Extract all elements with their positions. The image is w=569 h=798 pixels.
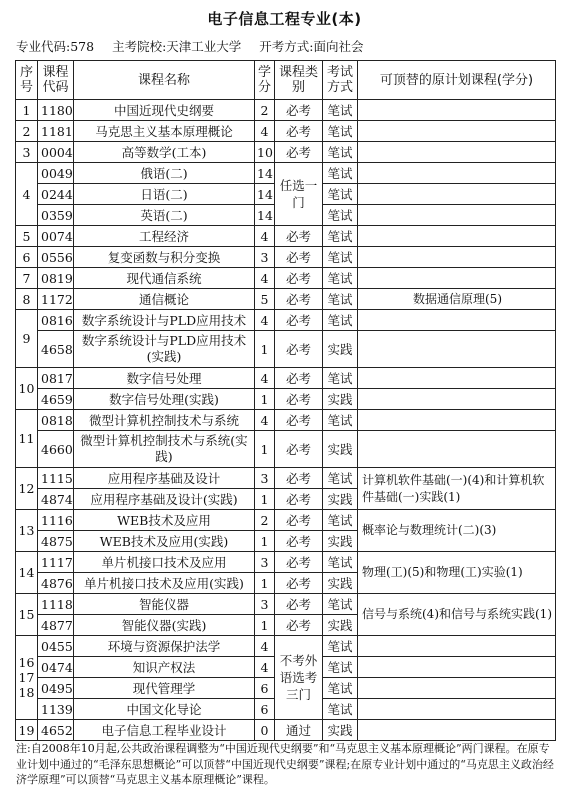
cell-exam: 笔试 [323, 594, 358, 615]
cell-credit: 3 [255, 594, 275, 615]
cell-credit: 4 [255, 636, 275, 657]
cell-no: 14 [16, 552, 38, 594]
header-equiv: 可顶替的原计划课程(学分) [358, 61, 556, 100]
cell-credit: 5 [255, 289, 275, 310]
cell-code: 1115 [38, 468, 74, 489]
cell-type: 必考 [275, 531, 323, 552]
cell-code: 4652 [38, 720, 74, 741]
footnote: 注:自2008年10月起,公共政治课程调整为“中国近现代史纲要”和“马克思主义基本原理概论”两门课程。在原专业计划中通过的“毛泽东思想概论”可以顶替“中国近现代史纲要”课程;在原专业计划中通过的“马克思主义政治经济学原理”可以顶替“马克思主义基本原理概论”课程。 [16, 742, 554, 786]
cell-code: 4658 [38, 331, 74, 368]
cell-exam: 笔试 [323, 657, 358, 678]
header-credit: 学分 [255, 61, 275, 100]
cell-name: 英语(二) [74, 205, 255, 226]
cell-type: 不考外语选考三门 [275, 636, 323, 720]
cell-credit: 1 [255, 431, 275, 468]
cell-name: 中国文化导论 [74, 699, 255, 720]
cell-credit: 4 [255, 121, 275, 142]
cell-no: 11 [16, 410, 38, 468]
cell-exam: 笔试 [323, 205, 358, 226]
table-row [16, 720, 556, 741]
header-code: 课程代码 [38, 61, 74, 100]
cell-code: 1118 [38, 594, 74, 615]
header-name: 课程名称 [74, 61, 255, 100]
cell-type: 必考 [275, 226, 323, 247]
cell-equiv [358, 331, 556, 368]
cell-name: 中国近现代史纲要 [74, 100, 255, 121]
cell-exam: 笔试 [323, 247, 358, 268]
cell-name: WEB技术及应用 [74, 510, 255, 531]
table-row [16, 163, 556, 184]
cell-exam: 笔试 [323, 410, 358, 431]
header-no: 序号 [16, 61, 38, 100]
cell-equiv [358, 720, 556, 741]
cell-code: 1116 [38, 510, 74, 531]
cell-credit: 3 [255, 552, 275, 573]
cell-equiv: 概率论与数理统计(二)(3) [358, 510, 556, 552]
cell-code: 0556 [38, 247, 74, 268]
cell-credit: 3 [255, 468, 275, 489]
cell-code: 4877 [38, 615, 74, 636]
cell-no: 16 17 18 [16, 636, 38, 720]
cell-equiv [358, 657, 556, 678]
cell-name: 单片机接口技术及应用 [74, 552, 255, 573]
cell-exam: 笔试 [323, 289, 358, 310]
cell-exam: 笔试 [323, 368, 358, 389]
cell-code: 0359 [38, 205, 74, 226]
cell-name: 高等数学(工本) [74, 142, 255, 163]
cell-no: 2 [16, 121, 38, 142]
cell-code: 4659 [38, 389, 74, 410]
cell-type: 必考 [275, 510, 323, 531]
cell-exam: 笔试 [323, 121, 358, 142]
cell-exam: 笔试 [323, 184, 358, 205]
cell-equiv [358, 678, 556, 699]
table-row [16, 636, 556, 657]
cell-name: 微型计算机控制技术与系统 [74, 410, 255, 431]
cell-no: 15 [16, 594, 38, 636]
cell-exam: 笔试 [323, 142, 358, 163]
cell-name: 数字系统设计与PLD应用技术 [74, 310, 255, 331]
cell-exam: 笔试 [323, 699, 358, 720]
cell-equiv [358, 184, 556, 205]
program-code: 专业代码:578 [16, 39, 95, 54]
cell-type: 必考 [275, 289, 323, 310]
cell-name: 智能仪器(实践) [74, 615, 255, 636]
cell-credit: 4 [255, 268, 275, 289]
cell-name: 数字信号处理 [74, 368, 255, 389]
cell-credit: 2 [255, 100, 275, 121]
cell-type: 通过 [275, 720, 323, 741]
cell-name: 工程经济 [74, 226, 255, 247]
cell-exam: 实践 [323, 531, 358, 552]
cell-equiv: 计算机软件基础(一)(4)和计算机软件基础(一)实践(1) [358, 468, 556, 510]
cell-exam: 笔试 [323, 163, 358, 184]
cell-no: 7 [16, 268, 38, 289]
cell-equiv [358, 410, 556, 431]
table-row [16, 552, 556, 573]
cell-no: 4 [16, 163, 38, 226]
cell-equiv [358, 247, 556, 268]
table-row [16, 431, 556, 468]
cell-credit: 10 [255, 142, 275, 163]
cell-credit: 1 [255, 489, 275, 510]
table-row [16, 100, 556, 121]
cell-exam: 笔试 [323, 510, 358, 531]
cell-no: 13 [16, 510, 38, 552]
cell-exam: 实践 [323, 615, 358, 636]
cell-type: 必考 [275, 431, 323, 468]
cell-equiv [358, 310, 556, 331]
table-header-row [16, 61, 556, 100]
cell-code: 1181 [38, 121, 74, 142]
cell-credit: 1 [255, 573, 275, 594]
cell-name: 应用程序基础及设计(实践) [74, 489, 255, 510]
cell-exam: 实践 [323, 573, 358, 594]
cell-name: 日语(二) [74, 184, 255, 205]
cell-code: 1139 [38, 699, 74, 720]
cell-code: 0816 [38, 310, 74, 331]
cell-name: WEB技术及应用(实践) [74, 531, 255, 552]
cell-no: 3 [16, 142, 38, 163]
cell-equiv [358, 368, 556, 389]
cell-no: 10 [16, 368, 38, 410]
cell-equiv [358, 431, 556, 468]
table-row [16, 289, 556, 310]
cell-name: 微型计算机控制技术与系统(实践) [74, 431, 255, 468]
table-row [16, 510, 556, 531]
table-row [16, 594, 556, 615]
cell-code: 1117 [38, 552, 74, 573]
cell-type: 必考 [275, 310, 323, 331]
cell-no: 19 [16, 720, 38, 741]
cell-credit: 4 [255, 657, 275, 678]
table-row [16, 142, 556, 163]
cell-equiv [358, 699, 556, 720]
cell-exam: 实践 [323, 389, 358, 410]
cell-name: 现代通信系统 [74, 268, 255, 289]
cell-type: 必考 [275, 142, 323, 163]
program-meta [16, 37, 377, 55]
cell-name: 数字信号处理(实践) [74, 389, 255, 410]
cell-exam: 实践 [323, 431, 358, 468]
cell-credit: 1 [255, 531, 275, 552]
cell-credit: 4 [255, 410, 275, 431]
table-row [16, 331, 556, 368]
header-exam: 考试方式 [323, 61, 358, 100]
page-title: 电子信息工程专业(本) [207, 10, 362, 28]
cell-credit: 0 [255, 720, 275, 741]
cell-equiv [358, 163, 556, 184]
cell-exam: 实践 [323, 489, 358, 510]
cell-type: 必考 [275, 121, 323, 142]
cell-name: 单片机接口技术及应用(实践) [74, 573, 255, 594]
cell-type: 必考 [275, 573, 323, 594]
cell-code: 0819 [38, 268, 74, 289]
table-row [16, 247, 556, 268]
cell-no: 9 [16, 310, 38, 368]
cell-credit: 6 [255, 678, 275, 699]
cell-name: 俄语(二) [74, 163, 255, 184]
cell-equiv [358, 142, 556, 163]
cell-equiv [358, 205, 556, 226]
table-row [16, 389, 556, 410]
cell-credit: 2 [255, 510, 275, 531]
cell-code: 4660 [38, 431, 74, 468]
cell-no: 8 [16, 289, 38, 310]
cell-code: 0244 [38, 184, 74, 205]
cell-credit: 4 [255, 368, 275, 389]
cell-code: 4875 [38, 531, 74, 552]
table-row [16, 268, 556, 289]
cell-name: 现代管理学 [74, 678, 255, 699]
cell-code: 0455 [38, 636, 74, 657]
cell-type: 必考 [275, 489, 323, 510]
cell-exam: 笔试 [323, 100, 358, 121]
cell-no: 5 [16, 226, 38, 247]
cell-equiv [358, 100, 556, 121]
table-row [16, 468, 556, 489]
cell-type: 必考 [275, 389, 323, 410]
cell-type: 必考 [275, 100, 323, 121]
cell-code: 0817 [38, 368, 74, 389]
course-table [15, 60, 556, 741]
cell-exam: 笔试 [323, 268, 358, 289]
cell-equiv [358, 389, 556, 410]
cell-no: 12 [16, 468, 38, 510]
cell-no: 6 [16, 247, 38, 268]
cell-name: 复变函数与积分变换 [74, 247, 255, 268]
cell-credit: 14 [255, 205, 275, 226]
cell-code: 1172 [38, 289, 74, 310]
cell-equiv [358, 226, 556, 247]
cell-equiv [358, 268, 556, 289]
cell-equiv: 数据通信原理(5) [358, 289, 556, 310]
cell-exam: 实践 [323, 331, 358, 368]
cell-exam: 笔试 [323, 226, 358, 247]
cell-name: 应用程序基础及设计 [74, 468, 255, 489]
cell-code: 0495 [38, 678, 74, 699]
table-row [16, 410, 556, 431]
cell-equiv: 信号与系统(4)和信号与系统实践(1) [358, 594, 556, 636]
cell-type: 必考 [275, 410, 323, 431]
cell-code: 4874 [38, 489, 74, 510]
cell-credit: 14 [255, 163, 275, 184]
cell-name: 环境与资源保护法学 [74, 636, 255, 657]
cell-type: 必考 [275, 247, 323, 268]
cell-name: 数字系统设计与PLD应用技术(实践) [74, 331, 255, 368]
cell-credit: 1 [255, 331, 275, 368]
cell-exam: 笔试 [323, 552, 358, 573]
cell-equiv [358, 636, 556, 657]
cell-type: 必考 [275, 468, 323, 489]
cell-name: 马克思主义基本原理概论 [74, 121, 255, 142]
cell-credit: 6 [255, 699, 275, 720]
table-row [16, 310, 556, 331]
cell-credit: 4 [255, 310, 275, 331]
cell-credit: 3 [255, 247, 275, 268]
cell-exam: 笔试 [323, 468, 358, 489]
cell-type: 必考 [275, 368, 323, 389]
header-type: 课程类别 [275, 61, 323, 100]
cell-exam: 笔试 [323, 678, 358, 699]
cell-code: 0074 [38, 226, 74, 247]
cell-code: 0818 [38, 410, 74, 431]
cell-no: 1 [16, 100, 38, 121]
cell-credit: 1 [255, 389, 275, 410]
cell-code: 0049 [38, 163, 74, 184]
cell-code: 4876 [38, 573, 74, 594]
exam-mode: 开考方式:面向社会 [259, 39, 364, 54]
cell-code: 0474 [38, 657, 74, 678]
cell-name: 知识产权法 [74, 657, 255, 678]
cell-exam: 笔试 [323, 636, 358, 657]
cell-exam: 笔试 [323, 310, 358, 331]
cell-credit: 14 [255, 184, 275, 205]
table-row [16, 368, 556, 389]
cell-code: 0004 [38, 142, 74, 163]
table-row [16, 121, 556, 142]
cell-name: 智能仪器 [74, 594, 255, 615]
cell-type: 必考 [275, 615, 323, 636]
exam-school: 主考院校:天津工业大学 [112, 39, 242, 54]
cell-type: 必考 [275, 331, 323, 368]
cell-type: 必考 [275, 552, 323, 573]
cell-credit: 4 [255, 226, 275, 247]
cell-type: 任选一门 [275, 163, 323, 226]
cell-name: 电子信息工程毕业设计 [74, 720, 255, 741]
table-row [16, 226, 556, 247]
cell-type: 必考 [275, 268, 323, 289]
cell-equiv [358, 121, 556, 142]
cell-type: 必考 [275, 594, 323, 615]
cell-credit: 1 [255, 615, 275, 636]
cell-name: 通信概论 [74, 289, 255, 310]
cell-code: 1180 [38, 100, 74, 121]
cell-exam: 实践 [323, 720, 358, 741]
cell-equiv: 物理(工)(5)和物理(工)实验(1) [358, 552, 556, 594]
